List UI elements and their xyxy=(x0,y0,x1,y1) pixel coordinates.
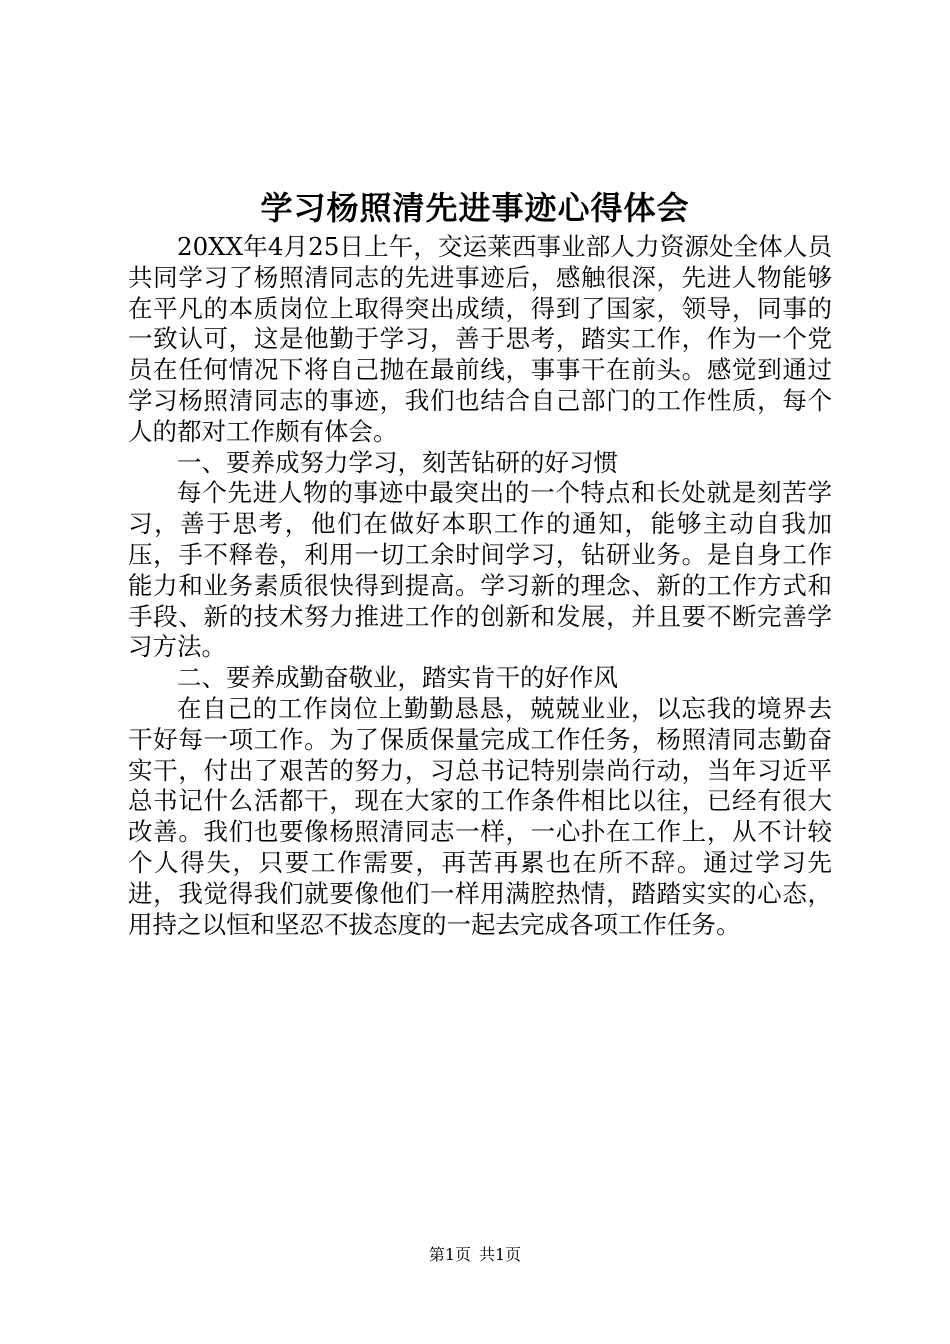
paragraph-section-2: 在自己的工作岗位上勤勤恳恳，兢兢业业，以忘我的境界去干好每一项工作。为了保质保量完成工作任务，杨照清同志勤奋实干，付出了艰苦的努力，习总书记特别崇尚行动，当年习近平总书记什么活都干，现在大家的工作条件相比以往，已经有很大改善。我们也要像杨照清同志一样，一心扑在工作上，从不计较个人得失，只要工作需要，再苦再累也在所不辞。通过学习先进，我觉得我们就要像他们一样用满腔热情，踏踏实实的心态，用持之以恒和坚忍不拔态度的一起去完成各项工作任务。 xyxy=(128,693,832,939)
section-heading-1: 一、要养成努力学习，刻苦钻研的好习惯 xyxy=(177,447,618,477)
page-number-total: 共1页 xyxy=(479,1245,522,1264)
section-heading-2: 二、要养成勤奋敬业，踏实肯干的好作风 xyxy=(177,663,618,693)
page-number-current: 第1页 xyxy=(428,1245,471,1264)
document-body xyxy=(128,232,832,940)
paragraph-intro: 20XX年4月25日上午，交运莱西事业部人力资源处全体人员共同学习了杨照清同志的先进事迹后，感触很深，先进人物能够在平凡的本质岗位上取得突出成绩，得到了国家，领导，同事的一致认可，这是他勤于学习，善于思考，踏实工作，作为一个党员在任何情况下将自己抛在最前线，事事干在前头。感觉到通过学习杨照清同志的事迹，我们也结合自己部门的工作性质，每个人的都对工作颇有体会。 xyxy=(128,232,832,446)
paragraph-section-1: 每个先进人物的事迹中最突出的一个特点和长处就是刻苦学习，善于思考，他们在做好本职工作的通知，能够主动自我加压，手不释卷，利用一切工余时间学习，钻研业务。是自身工作能力和业务素质很快得到提高。学习新的理念、新的工作方式和手段、新的技术努力推进工作的创新和发展，并且要不断完善学习方法。 xyxy=(128,478,832,662)
page-title: 学习杨照清先进事迹心得体会 xyxy=(260,189,690,227)
page-footer xyxy=(0,1243,950,1267)
